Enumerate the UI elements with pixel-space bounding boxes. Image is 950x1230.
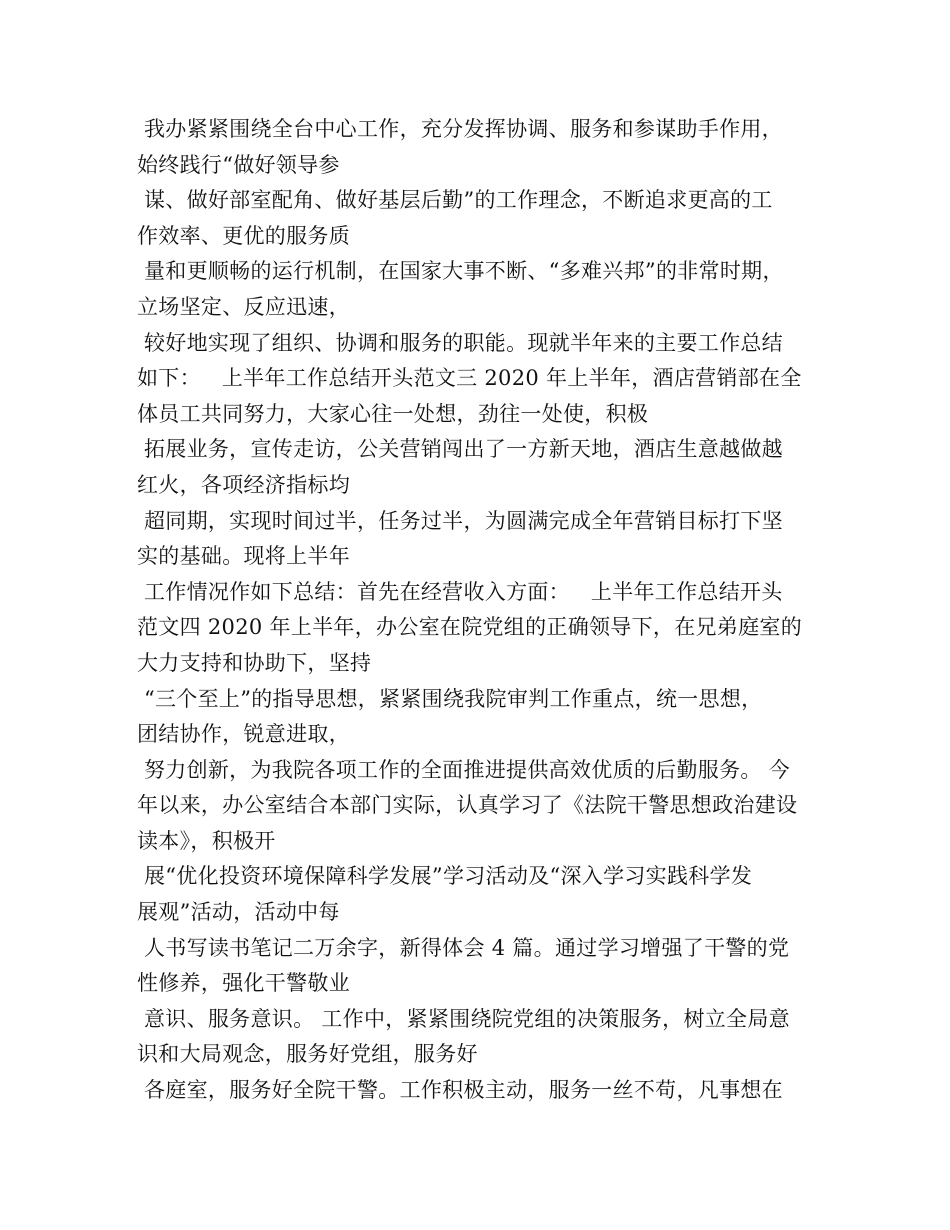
- text-line: 意识、服务意识。 工作中，紧紧围绕院党组的决策服务，树立全局意: [137, 1006, 790, 1031]
- text-line: 工作情况作如下总结：首先在经营收入方面： 上半年工作总结开头: [137, 579, 783, 604]
- text-line: 性修养，强化干警敬业: [137, 971, 350, 996]
- text-line: 各庭室，服务好全院干警。工作积极主动，服务一丝不苟，凡事想在: [137, 1078, 783, 1103]
- text-line: 大力支持和协助下，坚持: [137, 650, 372, 675]
- text-line: 量和更顺畅的运行机制，在国家大事不断、“多难兴邦”的非常时期，: [137, 259, 784, 284]
- text-line: 谋、做好部室配角、做好基层后勤”的工作理念，不断追求更高的工: [137, 188, 773, 213]
- text-line: 较好地实现了组织、协调和服务的职能。现就半年来的主要工作总结: [137, 330, 783, 355]
- text-line: 我办紧紧围绕全台中心工作，充分发挥协调、服务和参谋助手作用，: [137, 117, 783, 141]
- text-line: 读本》，积极开: [137, 828, 276, 853]
- text-line: 识和大局观念，服务好党组，服务好: [137, 1042, 478, 1067]
- body-text: [137, 112, 827, 1109]
- text-line: 作效率、更优的服务质: [137, 223, 350, 248]
- text-line: 如下： 上半年工作总结开头范文三 2020 年上半年，酒店营销部在全: [137, 366, 802, 391]
- text-line: 始终践行“做好领导参: [137, 152, 340, 177]
- text-line: 展“优化投资环境保障科学发展”学习活动及“深入学习实践科学发: [137, 864, 753, 889]
- text-line: 立场坚定、反应迅速，: [137, 294, 350, 319]
- text-line: 红火，各项经济指标均: [137, 472, 350, 497]
- text-line: 拓展业务，宣传走访，公关营销闯出了一方新天地，酒店生意越做越: [137, 437, 783, 462]
- text-line: 年以来，办公室结合本部门实际，认真学习了《法院干警思想政治建设: [137, 793, 798, 818]
- text-line: 努力创新，为我院各项工作的全面推进提供高效优质的后勤服务。 今: [137, 757, 790, 782]
- text-line: 范文四 2020 年上半年，办公室在院党组的正确领导下，在兄弟庭室的: [137, 615, 802, 640]
- text-line: 实的基础。现将上半年: [137, 544, 350, 569]
- text-line: 体员工共同努力，大家心往一处想，劲往一处使，积极: [137, 401, 649, 426]
- text-line: 团结协作，锐意进取，: [137, 722, 350, 747]
- text-line: 展观”活动，活动中每: [137, 900, 340, 925]
- text-line: 人书写读书笔记二万余字，新得体会 4 篇。通过学习增强了干警的党: [137, 935, 790, 960]
- text-line: “三个至上”的指导思想，紧紧围绕我院审判工作重点，统一思想，: [137, 686, 763, 711]
- text-line: 超同期，实现时间过半，任务过半，为圆满完成全年营销目标打下坚: [137, 508, 783, 533]
